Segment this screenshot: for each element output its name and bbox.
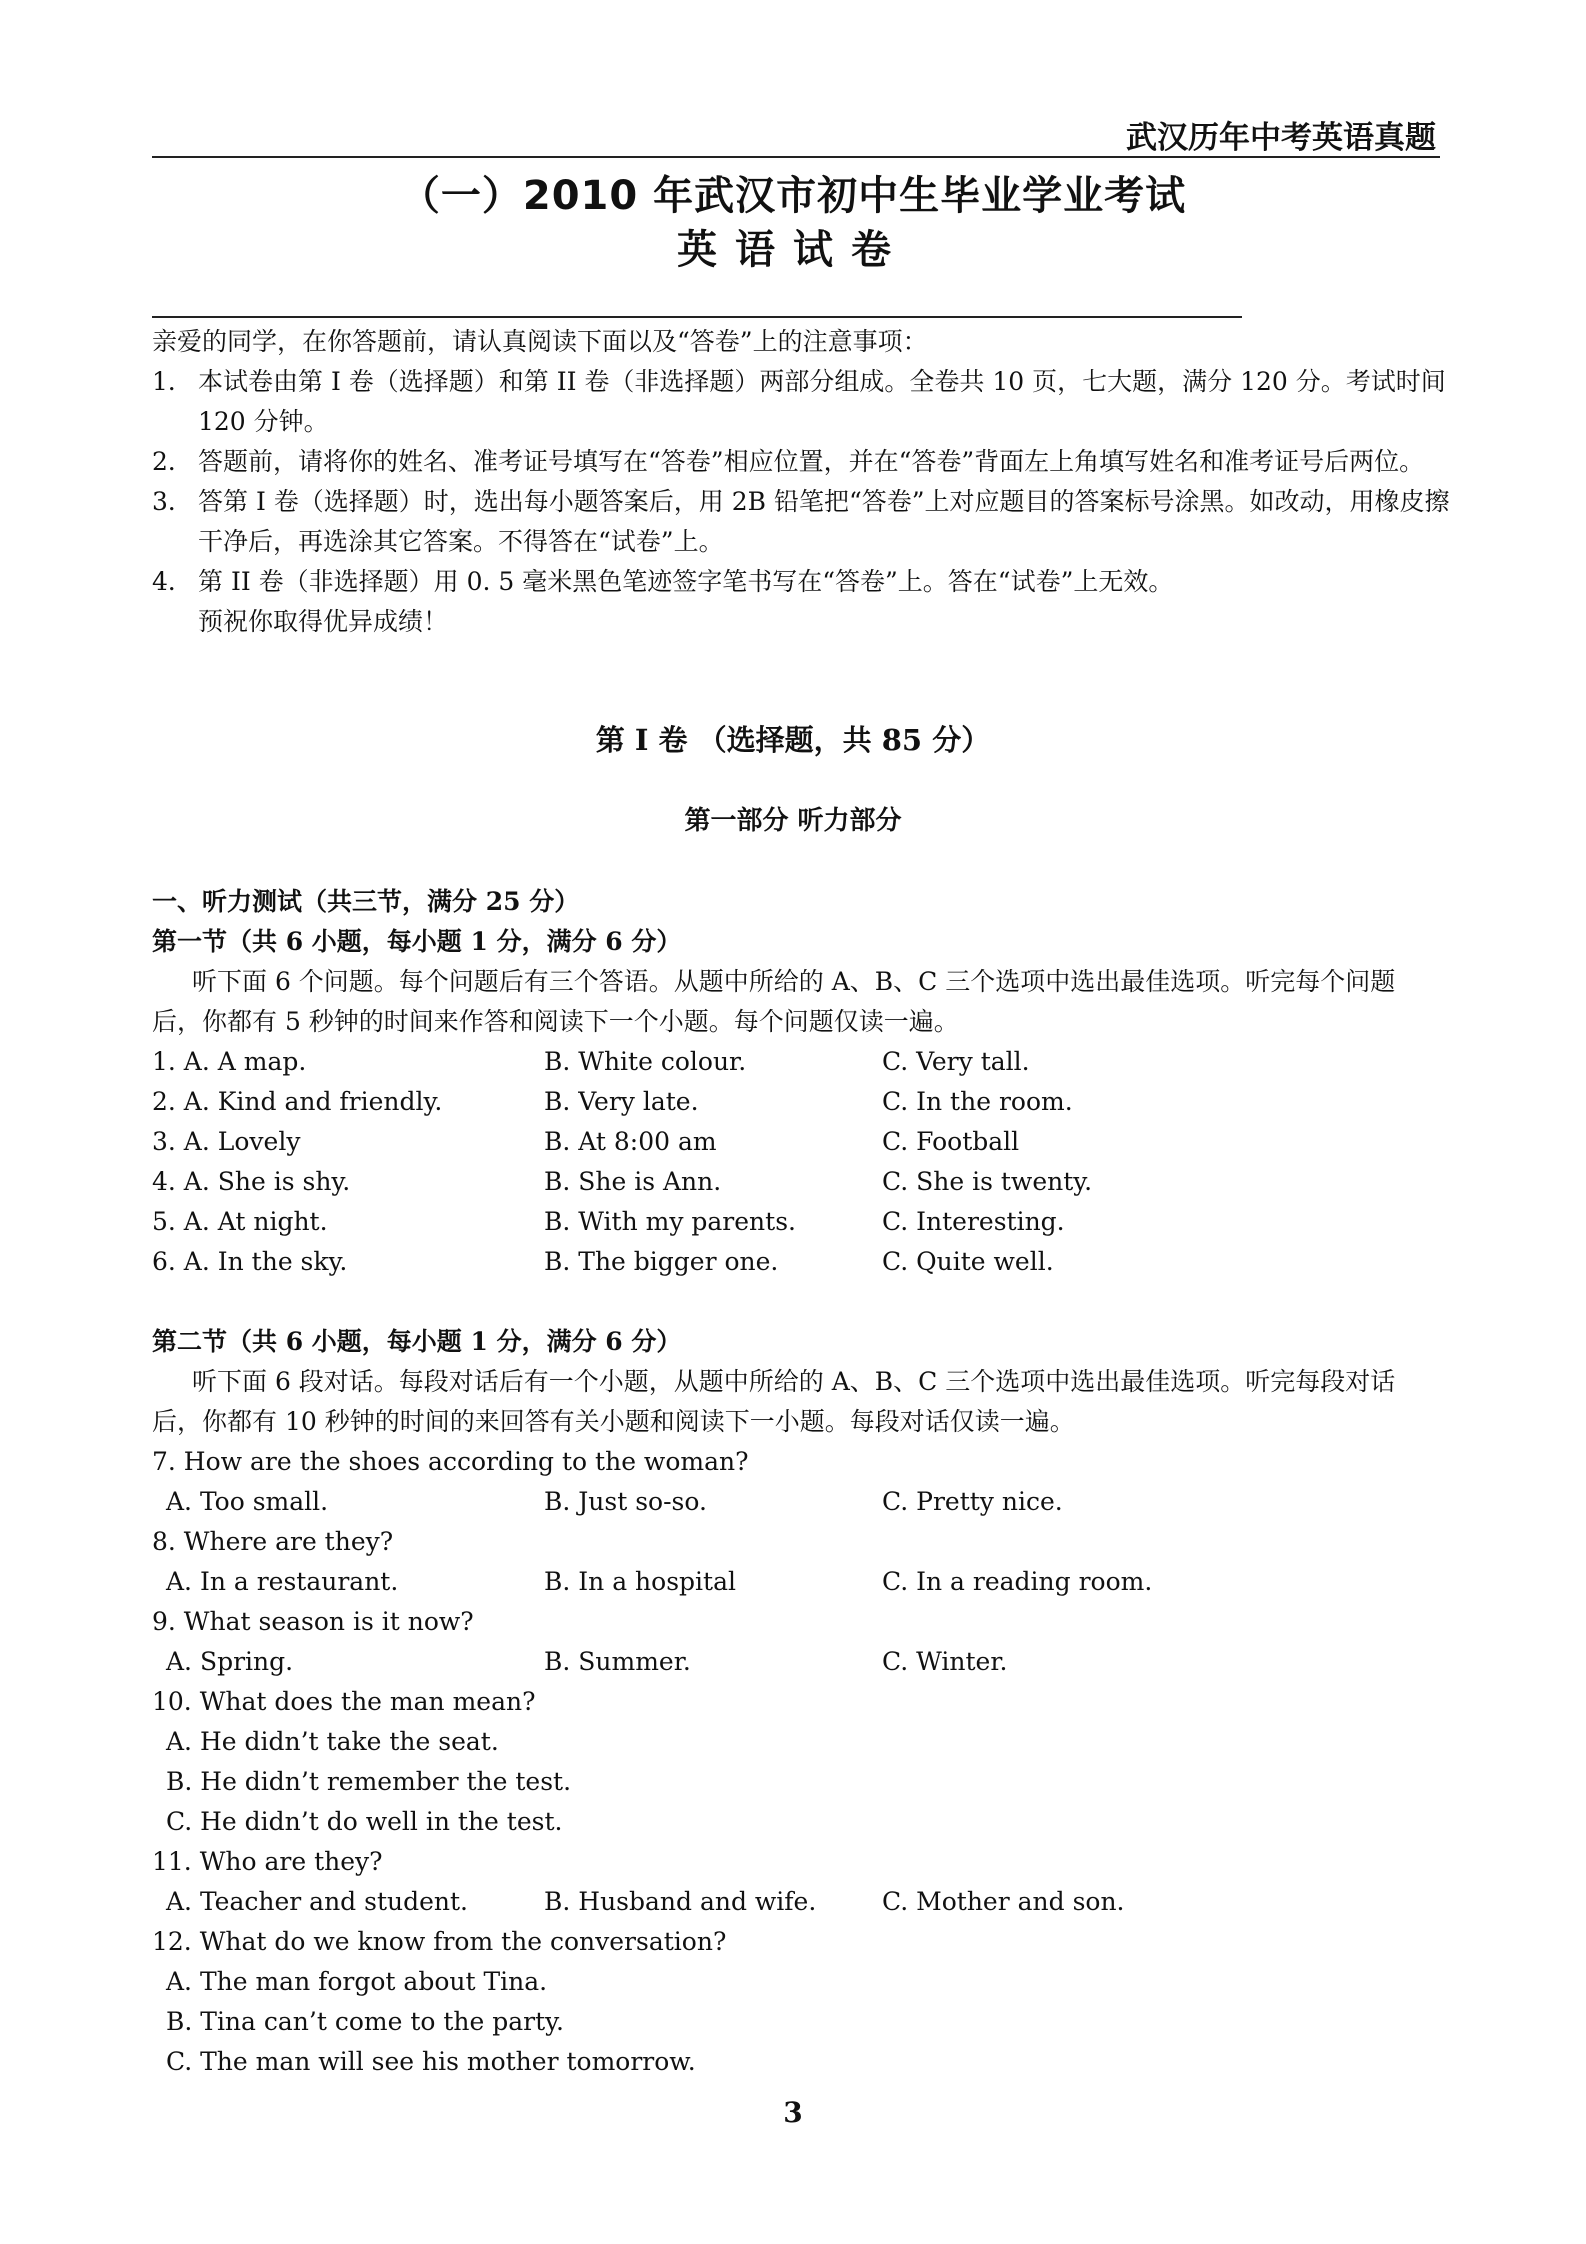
- option-c: C. He didn’t do well in the test.: [166, 1807, 563, 1836]
- question-stem: 7. How are the shoes according to the woman?: [152, 1447, 749, 1476]
- option-a: 2. A. Kind and friendly.: [152, 1087, 443, 1116]
- option-b: B. He didn’t remember the test.: [166, 1767, 572, 1796]
- listening-title: 一、听力测试（共三节，满分 25 分）: [152, 887, 580, 916]
- listening-section: [152, 882, 1442, 2082]
- option-c: C. Quite well.: [882, 1247, 1054, 1276]
- option-c: C. Football: [882, 1127, 1020, 1156]
- page-number: 3: [783, 2096, 803, 2129]
- title-rule: [152, 316, 1242, 318]
- option-c: C. In the room.: [882, 1087, 1073, 1116]
- exam-subtitle: 英语试卷: [677, 227, 909, 273]
- notice-item: [152, 562, 1452, 602]
- section1-title: 第一节（共 6 小题，每小题 1 分，满分 6 分）: [152, 927, 682, 956]
- question-options: [152, 1482, 1442, 1522]
- notice-closing: 预祝你取得优异成绩！: [198, 607, 449, 636]
- option-a: 6. A. In the sky.: [152, 1247, 348, 1276]
- section1-instructions: 听下面 6 个问题。每个问题后有三个答语。从题中所给的 A、B、C 三个选项中选出最佳选项。听完每个问题后，你都有 5 秒钟的时间来作答和阅读下一个小题。每个问题仅读一遍。: [152, 967, 1396, 1036]
- option-b: B. In a hospital: [544, 1567, 736, 1596]
- option-a: A. Teacher and student.: [166, 1887, 469, 1916]
- option-b: B. The bigger one.: [544, 1247, 779, 1276]
- volume-heading: 第 I 卷 （选择题，共 85 分）: [595, 723, 991, 757]
- option-c: C. She is twenty.: [882, 1167, 1093, 1196]
- question-row: [152, 1122, 1442, 1162]
- notice-item-number: 1．: [152, 367, 193, 396]
- exam-title: （一）2010 年武汉市初中生毕业学业考试: [399, 173, 1187, 219]
- section2-title: 第二节（共 6 小题，每小题 1 分，满分 6 分）: [152, 1327, 682, 1356]
- option-b: B. Just so-so.: [544, 1487, 707, 1516]
- question-row: [152, 1082, 1442, 1122]
- option-b: B. Husband and wife.: [544, 1887, 817, 1916]
- option-b: B. With my parents.: [544, 1207, 796, 1236]
- option-c: C. Interesting.: [882, 1207, 1065, 1236]
- question-options: [152, 1562, 1442, 1602]
- option-a: A. In a restaurant.: [166, 1567, 399, 1596]
- notice-item-number: 2．: [152, 447, 193, 476]
- question-stem: 10. What does the man mean?: [152, 1687, 536, 1716]
- notice-item-text: 第 II 卷（非选择题）用 0. 5 毫米黑色笔迹签字笔书写在“答卷”上。答在“试卷”上无效。: [198, 567, 1174, 596]
- notice-item-text: 答题前，请将你的姓名、准考证号填写在“答卷”相应位置，并在“答卷”背面左上角填写姓名和准考证号后两位。: [198, 447, 1425, 476]
- notice-item: [152, 482, 1452, 562]
- question-stem: 11. Who are they?: [152, 1847, 383, 1876]
- option-a: 4. A. She is shy.: [152, 1167, 351, 1196]
- question-row: [152, 1202, 1442, 1242]
- option-a: A. He didn’t take the seat.: [166, 1727, 499, 1756]
- question-row: [152, 1042, 1442, 1082]
- notice-item: [152, 362, 1452, 442]
- option-a: A. The man forgot about Tina.: [166, 1967, 548, 1996]
- section2-instructions: 听下面 6 段对话。每段对话后有一个小题，从题中所给的 A、B、C 三个选项中选出最佳选项。听完每段对话后，你都有 10 秒钟的时间的来回答有关小题和阅读下一小题。每段对话仅读一遍。: [152, 1367, 1396, 1436]
- option-b: B. She is Ann.: [544, 1167, 722, 1196]
- option-a: 5. A. At night.: [152, 1207, 328, 1236]
- notice-item-text: 答第 I 卷（选择题）时，选出每小题答案后，用 2B 铅笔把“答卷”上对应题目的答案标号涂黑。如改动，用橡皮擦干净后，再选涂其它答案。不得答在“试卷”上。: [198, 487, 1450, 556]
- spacer: [152, 1282, 1442, 1322]
- option-c: C. Winter.: [882, 1647, 1008, 1676]
- option-b: B. Very late.: [544, 1087, 699, 1116]
- option-b: B. Summer.: [544, 1647, 691, 1676]
- notice-item: [152, 442, 1452, 482]
- notice-block: [152, 322, 1452, 642]
- question-row: [152, 1242, 1442, 1282]
- notice-item-number: 3．: [152, 487, 193, 516]
- option-c: C. Mother and son.: [882, 1887, 1125, 1916]
- question-stem: 12. What do we know from the conversation?: [152, 1927, 727, 1956]
- running-header: 武汉历年中考英语真题: [1126, 120, 1436, 156]
- header-rule: [152, 156, 1440, 158]
- option-b: B. White colour.: [544, 1047, 747, 1076]
- notice-item-text: 本试卷由第 I 卷（选择题）和第 II 卷（非选择题）两部分组成。全卷共 10 页，七大题，满分 120 分。考试时间 120 分钟。: [198, 367, 1446, 436]
- part-heading: 第一部分 听力部分: [684, 806, 902, 836]
- option-c: C. In a reading room.: [882, 1567, 1153, 1596]
- option-c: C. Very tall.: [882, 1047, 1030, 1076]
- question-stem: 9. What season is it now?: [152, 1607, 474, 1636]
- question-row: [152, 1162, 1442, 1202]
- option-b: B. At 8:00 am: [544, 1127, 717, 1156]
- option-c: C. The man will see his mother tomorrow.: [166, 2047, 696, 2076]
- question-options: [152, 1642, 1442, 1682]
- question-stem: 8. Where are they?: [152, 1527, 394, 1556]
- option-a: 1. A. A map.: [152, 1047, 307, 1076]
- option-b: B. Tina can’t come to the party.: [166, 2007, 564, 2036]
- notice-intro: 亲爱的同学，在你答题前，请认真阅读下面以及“答卷”上的注意事项：: [152, 327, 928, 356]
- option-a: 3. A. Lovely: [152, 1127, 301, 1156]
- question-options: [152, 1882, 1442, 1922]
- option-a: A. Too small.: [166, 1487, 329, 1516]
- option-a: A. Spring.: [166, 1647, 294, 1676]
- notice-item-number: 4．: [152, 567, 193, 596]
- option-c: C. Pretty nice.: [882, 1487, 1063, 1516]
